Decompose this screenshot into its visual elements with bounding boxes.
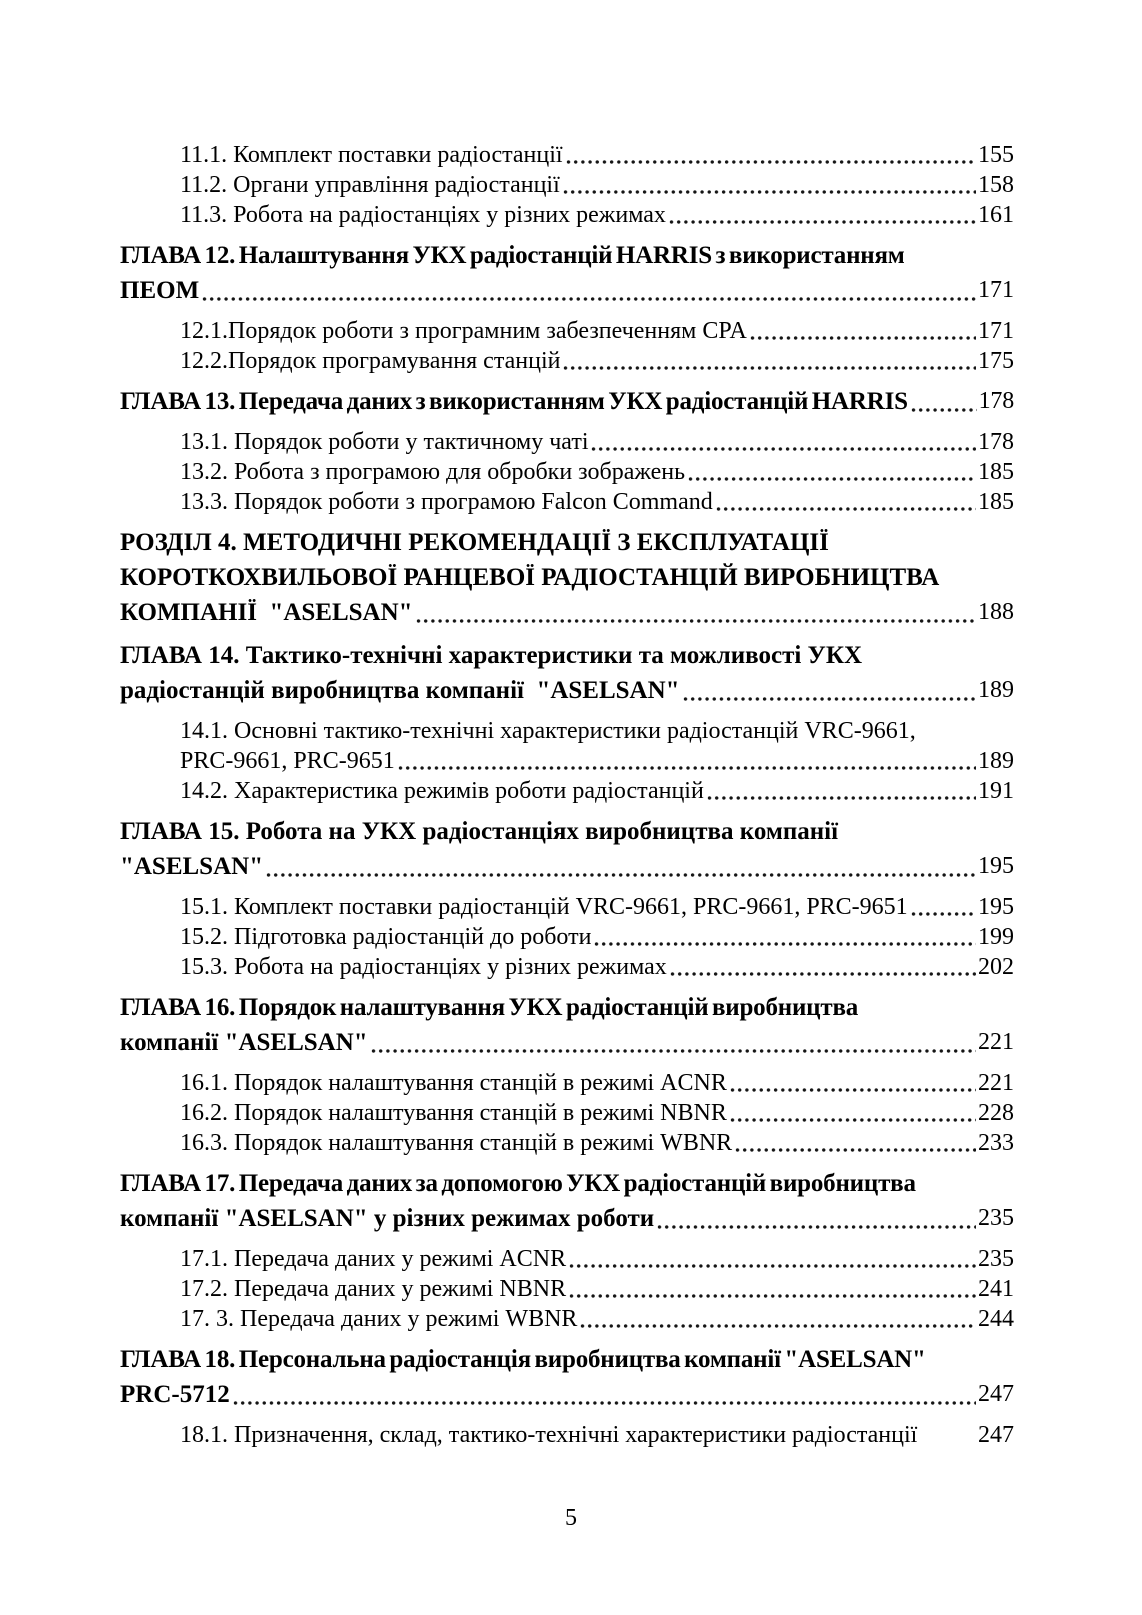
toc-line [120, 922, 1014, 952]
toc-line: 14.1. Основні тактико-технічні характеристики радіостанцій VRC-9661, [180, 718, 916, 744]
toc-line [120, 384, 1014, 419]
toc-entry-text: 17. 3. Передача даних у режимі WBNR [180, 1306, 578, 1332]
toc-item [120, 427, 1014, 457]
dot-leader [919, 1420, 976, 1450]
toc-entry-text: 13.3. Порядок роботи з програмою Falcon Command [180, 489, 713, 515]
toc-line [120, 1068, 1014, 1098]
toc-item [120, 716, 1014, 776]
toc-line [120, 1377, 1014, 1412]
toc-line [120, 346, 1014, 376]
toc-page-number: 178 [978, 429, 1014, 455]
toc-line [120, 427, 1014, 457]
dot-leader [669, 952, 976, 982]
toc-entry-text: 15.2. Підготовка радіостанцій до роботи [180, 924, 592, 950]
toc-heading [120, 238, 1014, 308]
toc-page-number: 195 [978, 894, 1014, 920]
toc-item [120, 316, 1014, 346]
toc-item [120, 952, 1014, 982]
toc-item [120, 346, 1014, 376]
toc-entry-text: 12.2.Порядок програмування станцій [180, 348, 561, 374]
toc-item [120, 1420, 1014, 1450]
toc-page-number: 235 [978, 1205, 1014, 1231]
toc-page-number: 221 [978, 1070, 1014, 1096]
toc-line [120, 1420, 1014, 1450]
toc-entry-text: 16.3. Порядок налаштування станцій в режимі WBNR [180, 1130, 733, 1156]
toc-line: ГЛАВА 16. Порядок налаштування УКХ радіостанцій виробництва [120, 994, 859, 1021]
toc-line [120, 1025, 1014, 1060]
dot-leader [590, 427, 976, 457]
toc-entry-text: 16.1. Порядок налаштування станцій в режимі ACNR [180, 1070, 727, 1096]
dot-leader [593, 922, 976, 952]
toc-line: ГЛАВА 12. Налаштування УКХ радіостанцій HARRIS з використанням [120, 242, 905, 269]
toc-line [120, 1274, 1014, 1304]
toc-line: КОРОТКОХВИЛЬОВОЇ РАНЦЕВОЇ РАДІОСТАНЦІЙ ВИРОБНИЦТВА [120, 564, 940, 591]
dot-leader [562, 170, 976, 200]
toc-line [120, 170, 1014, 200]
toc-item [120, 776, 1014, 806]
page-number-footer: 5 [565, 1505, 577, 1531]
toc-line [120, 776, 1014, 806]
toc-item [120, 892, 1014, 922]
toc-page-number: 247 [978, 1381, 1014, 1407]
dot-leader [910, 892, 976, 922]
toc-entry-text: ПЕОМ [120, 277, 200, 304]
toc-heading [120, 525, 1014, 630]
toc-heading [120, 990, 1014, 1060]
toc-page-number: 178 [978, 388, 1014, 414]
toc-entry-text: 12.1.Порядок роботи з програмним забезпеченням CPA [180, 318, 747, 344]
dot-leader [568, 1244, 976, 1274]
toc-entry-text: 18.1. Призначення, склад, тактико-технічні характеристики радіостанції [180, 1422, 918, 1448]
toc-page-number: 185 [978, 489, 1014, 515]
toc-line [120, 892, 1014, 922]
toc-page-number: 185 [978, 459, 1014, 485]
toc-entry-text: 15.1. Комплект поставки радіостанцій VRC-9661, PRC-9661, PRC-9651 [180, 894, 908, 920]
toc-heading [120, 1342, 1014, 1412]
toc-line [120, 316, 1014, 346]
toc-item [120, 1128, 1014, 1158]
dot-leader [734, 1128, 976, 1158]
toc-page-number: 195 [978, 853, 1014, 879]
toc-line: ГЛАВА 18. Персональна радіостанція виробництва компанії "ASELSAN" [120, 1346, 926, 1373]
toc-line [120, 200, 1014, 230]
dot-leader [232, 1377, 976, 1412]
dot-leader [397, 746, 976, 776]
toc-entry-text: 13.1. Порядок роботи у тактичному чаті [180, 429, 589, 455]
toc-entry-text: 17.1. Передача даних у режимі ACNR [180, 1246, 567, 1272]
toc-page-number: 247 [978, 1422, 1014, 1448]
dot-leader [682, 673, 976, 708]
toc-entry-text: ГЛАВА 13. Передача даних з використанням УКХ радіостанцій HARRIS [120, 388, 908, 415]
toc-entry-text: PRC-9661, PRC-9651 [180, 748, 395, 774]
toc-line [120, 1201, 1014, 1236]
dot-leader [656, 1201, 976, 1236]
dot-leader [729, 1068, 976, 1098]
toc-page-number: 171 [978, 318, 1014, 344]
toc-line [120, 952, 1014, 982]
toc-page-number: 189 [978, 748, 1014, 774]
dot-leader [706, 776, 976, 806]
toc-item [120, 1304, 1014, 1334]
toc-line [120, 1098, 1014, 1128]
dot-leader [201, 273, 976, 308]
dot-leader [565, 140, 976, 170]
toc-page-number: 175 [978, 348, 1014, 374]
dot-leader [668, 200, 976, 230]
toc-entry-text: PRC-5712 [120, 1381, 230, 1408]
toc-line [120, 1128, 1014, 1158]
toc-page-number: 161 [978, 202, 1014, 228]
dot-leader [370, 1025, 976, 1060]
toc-page-number: 233 [978, 1130, 1014, 1156]
toc-item [120, 922, 1014, 952]
table-of-contents [120, 140, 1014, 1450]
toc-item [120, 1098, 1014, 1128]
toc-line [120, 673, 1014, 708]
toc-page-number: 158 [978, 172, 1014, 198]
toc-page-number: 188 [978, 599, 1014, 625]
toc-line [120, 457, 1014, 487]
toc-entry-text: 11.1. Комплект поставки радіостанції [180, 142, 563, 168]
toc-line [120, 140, 1014, 170]
toc-entry-text: 17.2. Передача даних у режимі NBNR [180, 1276, 567, 1302]
toc-entry-text: 13.2. Робота з програмою для обробки зображень [180, 459, 686, 485]
toc-item [120, 170, 1014, 200]
toc-page-number: 241 [978, 1276, 1014, 1302]
toc-item [120, 140, 1014, 170]
toc-entry-text: КОМПАНІЇ "ASELSAN" [120, 599, 413, 626]
toc-line [120, 1244, 1014, 1274]
toc-item [120, 1068, 1014, 1098]
toc-page-number: 235 [978, 1246, 1014, 1272]
toc-page-number: 244 [978, 1306, 1014, 1332]
dot-leader [910, 384, 977, 419]
toc-entry-text: "ASELSAN" [120, 853, 264, 880]
toc-entry-text: компанії "ASELSAN" [120, 1029, 368, 1056]
toc-line [120, 1304, 1014, 1334]
toc-page-number: 189 [978, 677, 1014, 703]
toc-entry-text: 16.2. Порядок налаштування станцій в режимі NBNR [180, 1100, 727, 1126]
dot-leader [562, 346, 976, 376]
toc-heading [120, 384, 1014, 419]
toc-line [120, 595, 1014, 630]
toc-line: ГЛАВА 14. Тактико-технічні характеристики та можливості УКХ [120, 642, 863, 669]
toc-entry-text: 14.2. Характеристика режимів роботи радіостанцій [180, 778, 704, 804]
toc-line [120, 273, 1014, 308]
toc-page-number: 199 [978, 924, 1014, 950]
toc-item [120, 487, 1014, 517]
dot-leader [265, 849, 976, 884]
toc-heading [120, 1166, 1014, 1236]
toc-heading [120, 814, 1014, 884]
dot-leader [579, 1304, 976, 1334]
toc-line [120, 487, 1014, 517]
toc-entry-text: 15.3. Робота на радіостанціях у різних режимах [180, 954, 667, 980]
toc-entry-text: 11.2. Органи управління радіостанції [180, 172, 560, 198]
toc-page-number: 202 [978, 954, 1014, 980]
toc-page-number: 155 [978, 142, 1014, 168]
dot-leader [715, 487, 976, 517]
toc-line: ГЛАВА 17. Передача даних за допомогою УКХ радіостанцій виробництва [120, 1170, 916, 1197]
dot-leader [568, 1274, 976, 1304]
toc-item [120, 200, 1014, 230]
toc-page-number: 171 [978, 277, 1014, 303]
toc-line [120, 849, 1014, 884]
dot-leader [415, 595, 976, 630]
toc-heading [120, 638, 1014, 708]
toc-item [120, 457, 1014, 487]
dot-leader [687, 457, 976, 487]
toc-page-number: 228 [978, 1100, 1014, 1126]
toc-page-number: 191 [978, 778, 1014, 804]
toc-entry-text: 11.3. Робота на радіостанціях у різних режимах [180, 202, 666, 228]
toc-item [120, 1274, 1014, 1304]
toc-entry-text: радіостанцій виробництва компанії "ASELSAN" [120, 677, 680, 704]
toc-line: РОЗДІЛ 4. МЕТОДИЧНІ РЕКОМЕНДАЦІЇ З ЕКСПЛУАТАЦІЇ [120, 529, 829, 556]
toc-page-number: 221 [978, 1029, 1014, 1055]
toc-line: ГЛАВА 15. Робота на УКХ радіостанціях виробництва компанії [120, 818, 839, 845]
toc-line [120, 746, 1014, 776]
toc-item [120, 1244, 1014, 1274]
dot-leader [729, 1098, 976, 1128]
toc-entry-text: компанії "ASELSAN" у різних режимах роботи [120, 1205, 655, 1232]
dot-leader [749, 316, 976, 346]
